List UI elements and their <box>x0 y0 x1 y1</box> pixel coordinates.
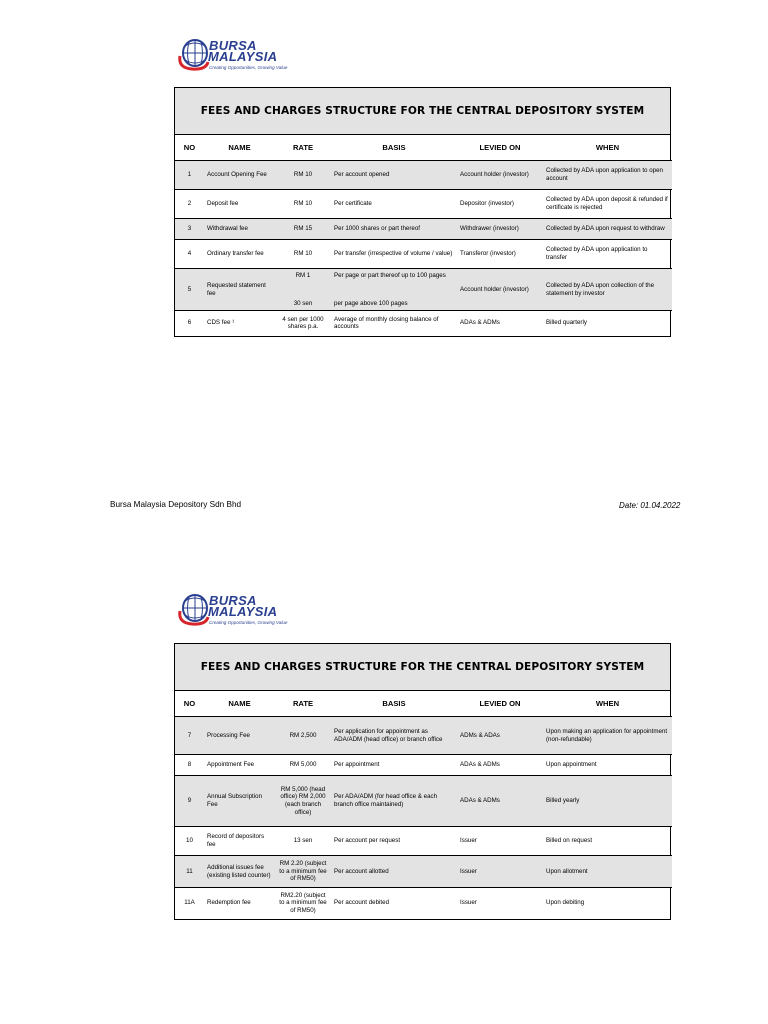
cell-name: Account Opening Fee <box>204 161 275 190</box>
col-levied: LEVIED ON <box>457 691 543 717</box>
table-row <box>175 776 672 827</box>
fees-table-panel-1 <box>174 87 671 337</box>
brand-line1: BURSA <box>209 38 257 53</box>
table-row <box>175 827 672 856</box>
cell-rate: 4 sen per 1000 shares p.a. <box>275 311 331 336</box>
cell-basis: Per transfer (irrespective of volume / value) <box>331 240 457 269</box>
cell-levied: Withdrawer (investor) <box>457 219 543 240</box>
cell-when: Upon making an application for appointment (non-refundable) <box>543 717 672 755</box>
cell-levied: Account holder (investor) <box>457 269 543 311</box>
table-row <box>175 269 672 311</box>
table-row <box>175 240 672 269</box>
cell-levied: Depositor (investor) <box>457 190 543 219</box>
col-name: NAME <box>204 691 275 717</box>
cell-when: Upon debiting <box>543 888 672 919</box>
cell-when: Billed on request <box>543 827 672 856</box>
col-no: NO <box>175 135 204 161</box>
col-levied: LEVIED ON <box>457 135 543 161</box>
cell-no: 9 <box>175 776 204 827</box>
cell-name: Requested statement fee <box>204 269 275 311</box>
cell-levied: ADAs & ADMs <box>457 776 543 827</box>
fees-table-panel-2 <box>174 643 671 920</box>
cell-name: Redemption fee <box>204 888 275 919</box>
col-name: NAME <box>204 135 275 161</box>
cell-basis: Per account per request <box>331 827 457 856</box>
fees-table <box>175 691 672 919</box>
cell-name: Processing Fee <box>204 717 275 755</box>
cell-levied: Issuer <box>457 856 543 888</box>
cell-basis: Per 1000 shares or part thereof <box>331 219 457 240</box>
cell-when: Billed yearly <box>543 776 672 827</box>
header-row <box>175 135 672 161</box>
cell-basis: Per account allotted <box>331 856 457 888</box>
cell-levied: Account holder (investor) <box>457 161 543 190</box>
cell-levied: Issuer <box>457 888 543 919</box>
table-row <box>175 755 672 776</box>
table-title: FEES AND CHARGES STRUCTURE FOR THE CENTRAL DEPOSITORY SYSTEM <box>175 644 670 691</box>
col-rate: RATE <box>275 135 331 161</box>
bursa-globe-icon <box>178 591 210 627</box>
col-rate: RATE <box>275 691 331 717</box>
cell-basis: Per account opened <box>331 161 457 190</box>
cell-no: 11 <box>175 856 204 888</box>
cell-rate <box>275 269 331 311</box>
cell-levied: ADAs & ADMs <box>457 311 543 336</box>
header-row <box>175 691 672 717</box>
col-when: WHEN <box>543 135 672 161</box>
table-row <box>175 717 672 755</box>
cell-rate: RM 10 <box>275 240 331 269</box>
cell-when: Collected by ADA upon deposit & refunded if certificate is rejected <box>543 190 672 219</box>
cell-no: 4 <box>175 240 204 269</box>
cell-name: Record of depositors fee <box>204 827 275 856</box>
cell-levied: ADAs & ADMs <box>457 755 543 776</box>
cell-no: 5 <box>175 269 204 311</box>
table-row <box>175 219 672 240</box>
bursa-logo <box>178 591 303 633</box>
cell-no: 1 <box>175 161 204 190</box>
col-no: NO <box>175 691 204 717</box>
footer-company: Bursa Malaysia Depository Sdn Bhd <box>110 500 242 509</box>
cell-name: CDS fee ¹ <box>204 311 275 336</box>
cell-basis: Per application for appointment as ADA/ADM (head office) or branch office <box>331 717 457 755</box>
cell-when: Collected by ADA upon application to transfer <box>543 240 672 269</box>
table-row <box>175 311 672 336</box>
cell-rate-b: 30 sen <box>293 299 313 307</box>
cell-basis: Per certificate <box>331 190 457 219</box>
cell-when: Upon appointment <box>543 755 672 776</box>
brand-line2: MALAYSIA <box>208 604 278 619</box>
cell-rate: 13 sen <box>275 827 331 856</box>
cell-when: Upon allotment <box>543 856 672 888</box>
table-row <box>175 888 672 919</box>
cell-no: 10 <box>175 827 204 856</box>
col-basis: BASIS <box>331 691 457 717</box>
cell-basis-b: per page above 100 pages <box>334 299 408 307</box>
table-row <box>175 856 672 888</box>
cell-basis-a: Per page or part thereof up to 100 pages <box>334 271 446 279</box>
cell-name: Ordinary transfer fee <box>204 240 275 269</box>
cell-rate: RM 2.20 (subject to a minimum fee of RM50) <box>275 856 331 888</box>
table-row <box>175 190 672 219</box>
cell-no: 3 <box>175 219 204 240</box>
cell-basis: Per account debited <box>331 888 457 919</box>
brand-line1: BURSA <box>209 593 257 608</box>
cell-when: Billed quarterly <box>543 311 672 336</box>
cell-rate: RM2.20 (subject to a minimum fee of RM50) <box>275 888 331 919</box>
cell-when: Collected by ADA upon application to open account <box>543 161 672 190</box>
cell-levied: Issuer <box>457 827 543 856</box>
cell-rate: RM 5,000 (head office) RM 2,000 (each branch office) <box>275 776 331 827</box>
footer-date: Date: 01.04.2022 <box>619 501 681 510</box>
cell-no: 2 <box>175 190 204 219</box>
bursa-logo <box>178 36 303 78</box>
cell-rate: RM 15 <box>275 219 331 240</box>
cell-when: Collected by ADA upon request to withdraw <box>543 219 672 240</box>
cell-when: Collected by ADA upon collection of the statement by investor <box>543 269 672 311</box>
table-row <box>175 161 672 190</box>
cell-rate: RM 5,000 <box>275 755 331 776</box>
cell-rate: RM 10 <box>275 190 331 219</box>
cell-name: Deposit fee <box>204 190 275 219</box>
fees-table <box>175 135 672 336</box>
col-when: WHEN <box>543 691 672 717</box>
brand-tagline: Creating Opportunities, Growing Value <box>209 620 288 625</box>
bursa-globe-icon <box>178 36 210 72</box>
cell-no: 6 <box>175 311 204 336</box>
cell-basis: Average of monthly closing balance of accounts <box>331 311 457 336</box>
brand-tagline: Creating Opportunities, Growing Value <box>209 65 288 70</box>
cell-rate-a: RM 1 <box>295 271 311 279</box>
table-title: FEES AND CHARGES STRUCTURE FOR THE CENTRAL DEPOSITORY SYSTEM <box>175 88 670 135</box>
cell-name: Appointment Fee <box>204 755 275 776</box>
cell-name: Annual Subscription Fee <box>204 776 275 827</box>
cell-name: Withdrawal fee <box>204 219 275 240</box>
col-basis: BASIS <box>331 135 457 161</box>
cell-no: 7 <box>175 717 204 755</box>
cell-levied: Transferor (investor) <box>457 240 543 269</box>
cell-basis <box>331 269 457 311</box>
cell-name: Additional issues fee (existing listed counter) <box>204 856 275 888</box>
cell-no: 8 <box>175 755 204 776</box>
cell-basis: Per appointment <box>331 755 457 776</box>
cell-rate: RM 2,500 <box>275 717 331 755</box>
brand-line2: MALAYSIA <box>208 49 278 64</box>
cell-basis: Per ADA/ADM (for head office & each branch office maintained) <box>331 776 457 827</box>
cell-no: 11A <box>175 888 204 919</box>
cell-levied: ADMs & ADAs <box>457 717 543 755</box>
cell-rate: RM 10 <box>275 161 331 190</box>
